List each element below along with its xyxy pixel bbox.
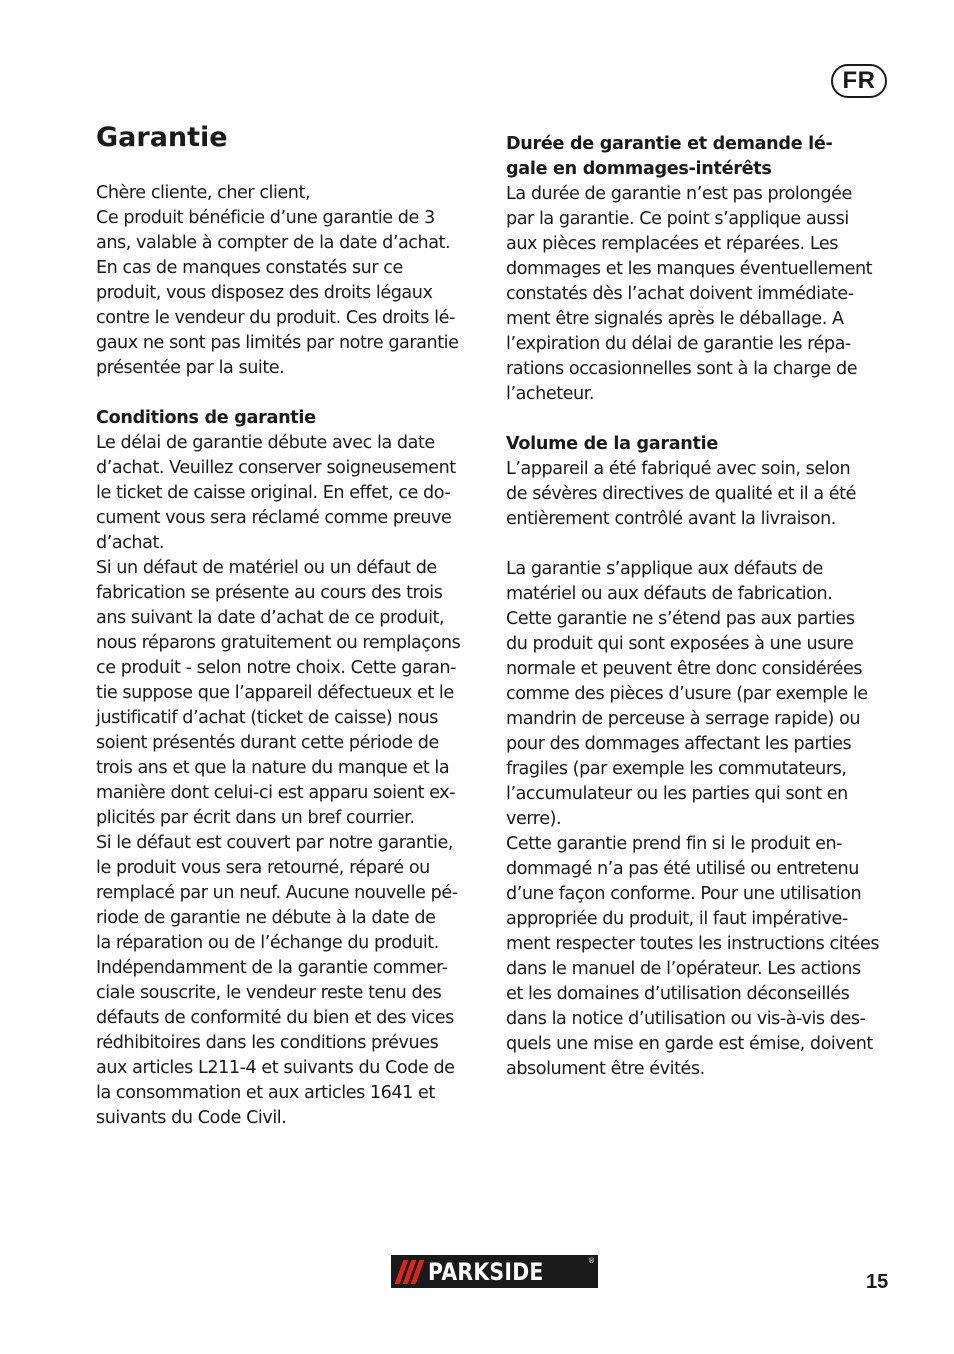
left-column [96,181,480,1131]
conditions-paragraph-3: Si le défaut est couvert par notre garantie, le produit vous sera retourné, réparé ou remplacé par un neuf. Aucune nouvelle pé- riode de garantie ne débute à la date de la réparation ou de l’échange du produit. [96,833,458,953]
right-column [506,132,890,1082]
duration-paragraph: La durée de garantie n’est pas prolongée par la garantie. Ce point s’applique aussi aux pièces remplacées et réparées. Les dommages et les manques éventuellement constatés dès l’achat doivent immédiate- ment être signalés après le déballage. A l’expiration du délai de garantie les répa- rations occasionnelles sont à la charge de l’acheteur. [506,184,873,404]
logo-text: PARKSIDE [428,1257,544,1286]
parkside-logo [391,1255,598,1288]
conditions-paragraph-4: Indépendamment de la garantie commer- ciale souscrite, le vendeur reste tenu des défauts de conformité du bien et des vices rédhibitoires dans les conditions prévues aux articles L211-4 et suivants du Code de la consommation et aux articles 1641 et suivants du Code Civil. [96,958,455,1128]
volume-paragraph-3: Cette garantie ne s’étend pas aux parties du produit qui sont exposées à une usure normale et peuvent être donc considérées comme des pièces d’usure (par exemple le mandrin de perceuse à serrage rapide) ou pour des dommages affectant les parties fragiles (par exemple les commutateurs, l’accumulateur ou les parties qui sont en verre). [506,609,868,829]
conditions-paragraph-2: Si un défaut de matériel ou un défaut de fabrication se présente au cours des trois ans suivant la date d’achat de ce produit, nous réparons gratuitement ou remplaçons ce produit - selon notre choix. Cette garan- tie suppose que l’appareil défectueux et le justificatif d’achat (ticket de caisse) nous soient présentés durant cette période de trois ans et que la nature du manque et la manière dont celui-ci est apparu soient ex- plicités par écrit dans un bref courrier. [96,558,461,828]
logo-stripes-icon [399,1260,420,1284]
registered-mark: ® [588,1257,595,1265]
volume-heading: Volume de la garantie [506,434,718,454]
volume-paragraph-4: Cette garantie prend fin si le produit en- dommagé n’a pas été utilisé ou entretenu d’une façon conforme. Pour une utilisation appropriée du produit, il faut impérative- ment respecter toutes les instructions citées dans le manuel de l’opérateur. Les actions et les domaines d’utilisation déconseillés dans la notice d’utilisation ou vis-à-vis des- quels une mise en garde est émise, doivent absolument être évités. [506,834,880,1079]
page-title: Garantie [96,122,228,153]
conditions-paragraph-1: Le délai de garantie débute avec la date d’achat. Veuillez conserver soigneusement le ticket de caisse original. En effet, ce do- cument vous sera réclamé comme preuve d’achat. [96,433,456,553]
page-number: 15 [866,1271,889,1293]
volume-paragraph-2: La garantie s’applique aux défauts de matériel ou aux défauts de fabrication. [506,559,833,604]
language-badge: FR [831,64,887,98]
volume-paragraph-1: L’appareil a été fabriqué avec soin, selon de sévères directives de qualité et il a été entièrement contrôlé avant la livraison. [506,459,857,529]
intro-paragraph: Chère cliente, cher client, Ce produit bénéficie d’une garantie de 3 ans, valable à compter de la date d’achat. En cas de manques constatés sur ce produit, vous disposez des droits légaux contre le vendeur du produit. Ces droits lé- gaux ne sont pas limités par notre garantie présentée par la suite. [96,183,459,378]
conditions-heading: Conditions de garantie [96,408,316,428]
duration-heading: Durée de garantie et demande lé- gale en dommages-intérêts [506,134,833,179]
